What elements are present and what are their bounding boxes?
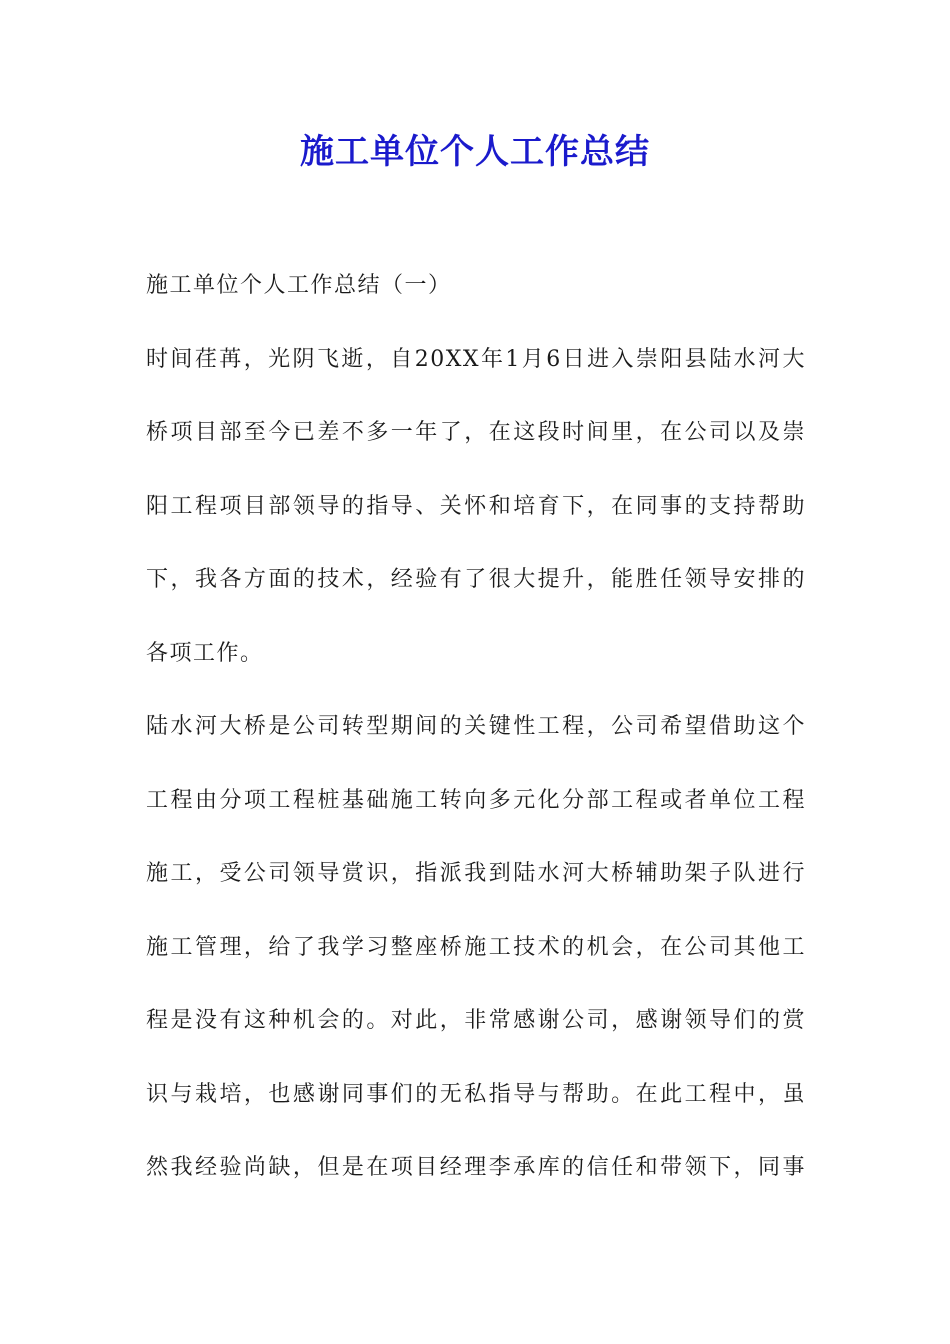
paragraph-line: 施工管理，给了我学习整座桥施工技术的机会，在公司其他工 <box>146 934 806 960</box>
paragraph-2 <box>146 703 806 1218</box>
document-title: 施工单位个人工作总结 <box>300 132 650 172</box>
paragraph-line: 工程由分项工程桩基础施工转向多元化分部工程或者单位工程 <box>146 787 806 813</box>
paragraph-line: 陆水河大桥是公司转型期间的关键性工程，公司希望借助这个 <box>146 714 806 739</box>
paragraph-line: 识与栽培，也感谢同事们的无私指导与帮助。在此工程中，虽 <box>146 1081 806 1107</box>
paragraph-line: 程是没有这种机会的。对此，非常感谢公司，感谢领导们的赏 <box>146 1008 806 1033</box>
paragraph-line: 时间荏苒，光阴飞逝，自20XX年1月6日进入崇阳县陆水河大 <box>146 346 806 372</box>
paragraph-line: 阳工程项目部领导的指导、关怀和培育下，在同事的支持帮助 <box>146 493 806 519</box>
paragraph-line: 桥项目部至今已差不多一年了，在这段时间里，在公司以及崇 <box>146 420 806 445</box>
paragraph-line: 下，我各方面的技术，经验有了很大提升，能胜任领导安排的 <box>146 567 806 592</box>
paragraph-line: 然我经验尚缺，但是在项目经理李承库的信任和带领下，同事 <box>146 1155 806 1180</box>
paragraph-line: 各项工作。 <box>146 640 264 666</box>
paragraph-1 <box>146 336 806 704</box>
document-body <box>146 262 806 1218</box>
subheading: 施工单位个人工作总结（一） <box>146 273 452 298</box>
paragraph-line: 施工，受公司领导赏识，指派我到陆水河大桥辅助架子队进行 <box>146 861 806 886</box>
